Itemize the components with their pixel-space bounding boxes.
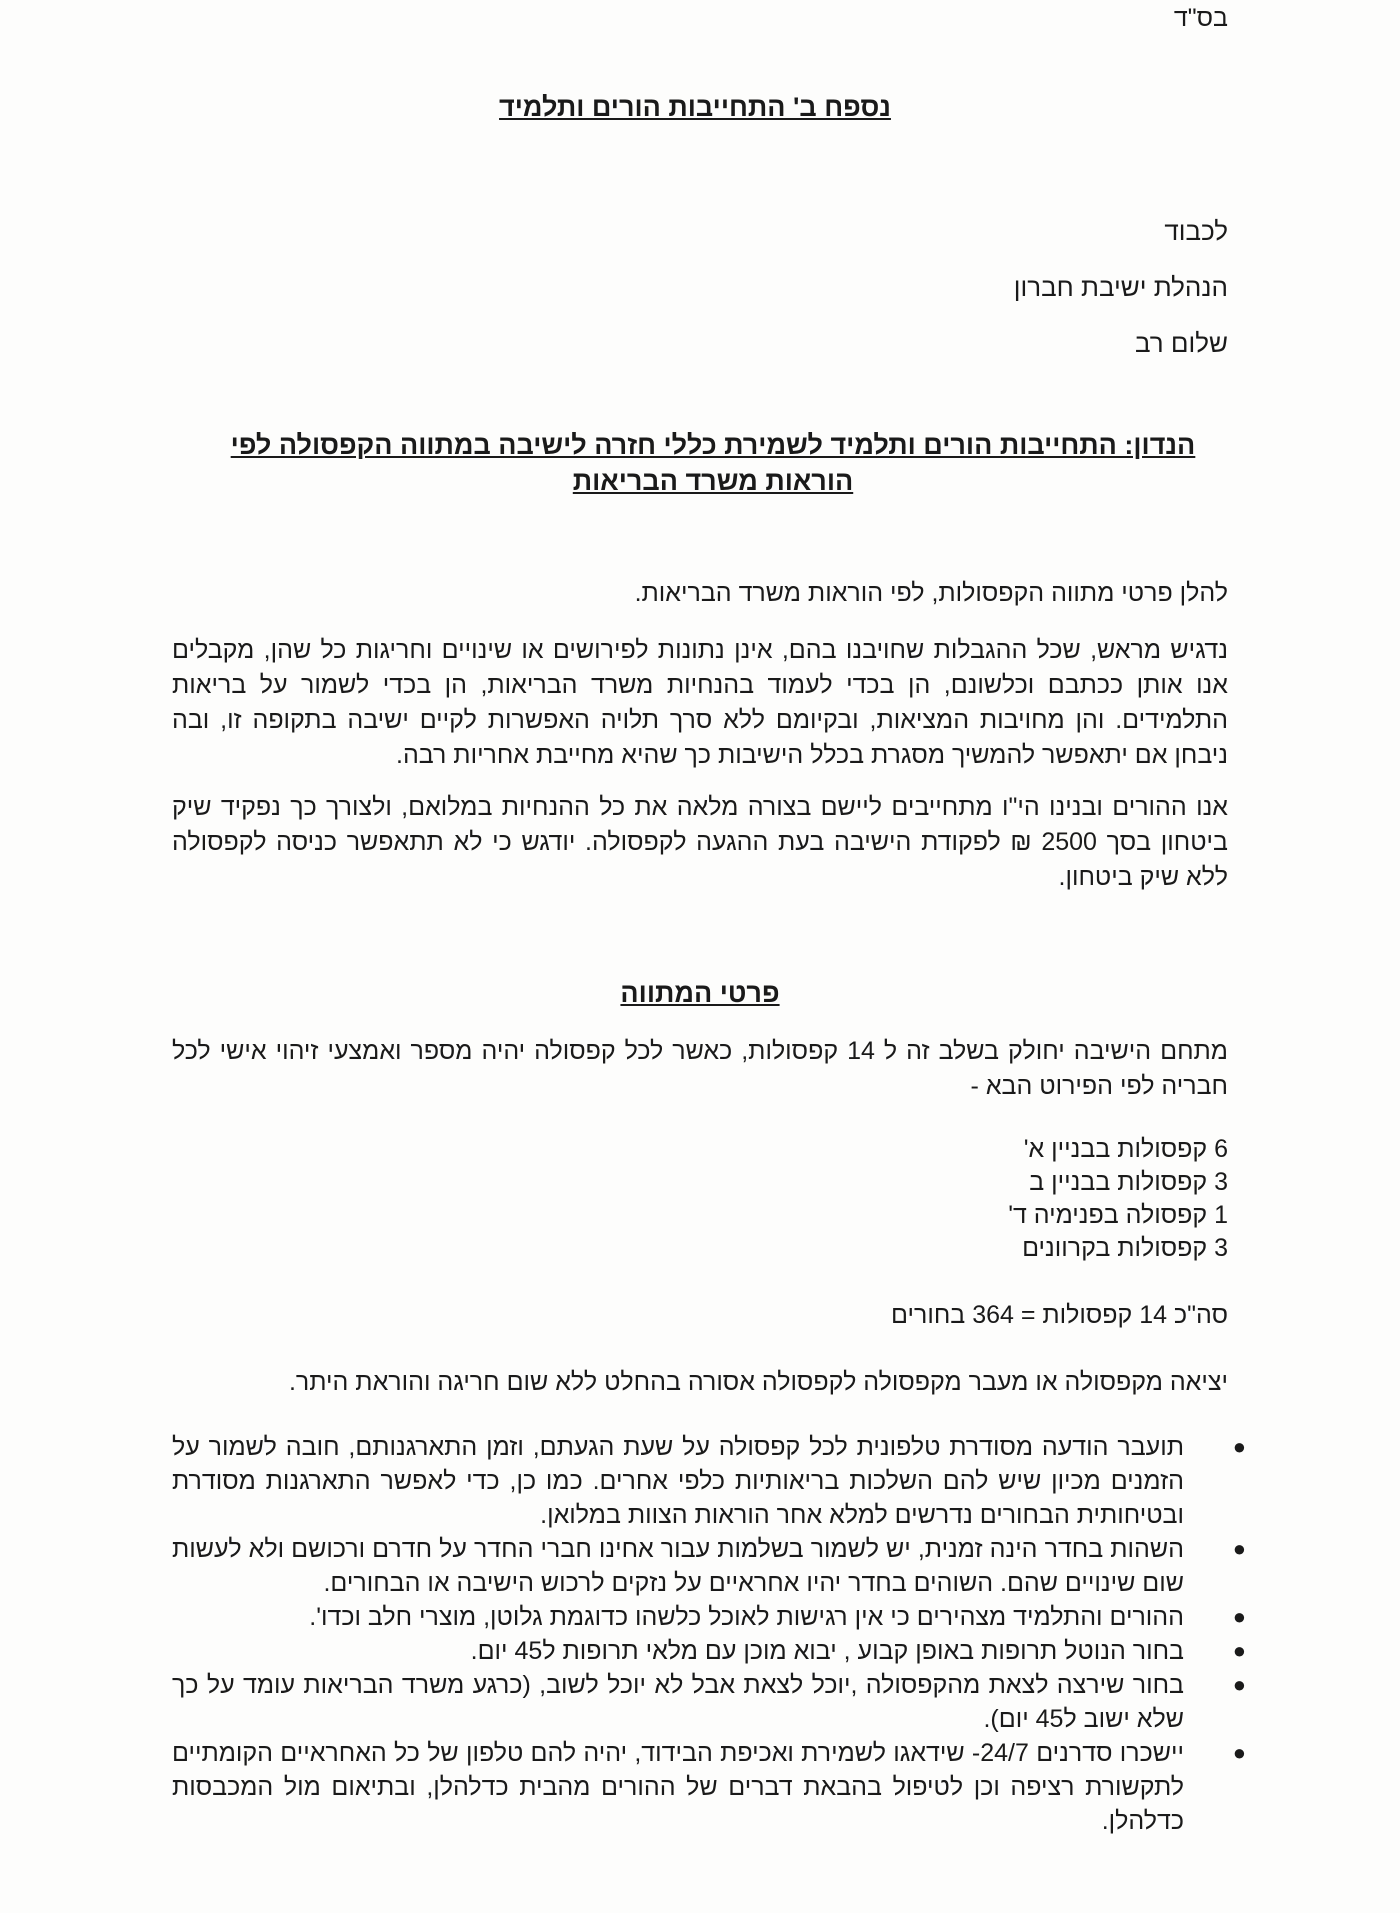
- subject-line: הנדון: התחייבות הורים ותלמיד לשמירת כללי חזרה לישיבה במתווה הקפסולה לפי הוראות משרד הבריאות: [230, 430, 1196, 496]
- bullet-text: יישכרו סדרנים 24/7- שידאגו לשמירת ואכיפת הבידוד, יהיה להם טלפון של כל האחראיים הקומתיים לתקשורת רציפה וכן לטיפול בהבאת דברים של ההורים מהבית כדלהלן, ובתיאום מול המכבסות כדלהלן.: [172, 1739, 1184, 1835]
- rules-bullet-list: [172, 1430, 1246, 1838]
- address-to: לכבוד: [1164, 216, 1228, 246]
- exit-rule: יציאה מקפסולה או מעבר מקפסולה לקפסולה אסורה בהחלט ללא שום חריגה והוראת היתר.: [288, 1368, 1228, 1396]
- bsd-header: בס"ד: [1173, 4, 1228, 32]
- bullet-text: בחור הנוטל תרופות באופן קבוע , יבוא מוכן עם מלאי תרופות ל45 יום.: [470, 1637, 1184, 1665]
- bullet-item: [172, 1532, 1246, 1600]
- bullet-item: [172, 1600, 1246, 1634]
- capsule-list: [1008, 1133, 1228, 1265]
- capsule-list-item: 3 קפסולות בקרוונים: [1022, 1234, 1228, 1262]
- bullet-text: ההורים והתלמיד מצהירים כי אין רגישות לאוכל כלשהו כדוגמת גלוטן, מוצרי חלב וכדו'.: [309, 1603, 1184, 1631]
- capsule-list-item: 6 קפסולות בבניין א': [1023, 1135, 1228, 1163]
- bullet-text: השהות בחדר הינה זמנית, יש לשמור בשלמות עבור אחינו חברי החדר על חדרם ורכושם ולא לעשות שום שינויים שהם. השוהים בחדר יהיו אחראיים על נזקים לרכוש הישיבה או הבחורים.: [172, 1535, 1184, 1597]
- address-greeting: שלום רב: [1134, 328, 1228, 358]
- paragraph-capsule-division: מתחם הישיבה יחולק בשלב זה ל 14 קפסולות, כאשר לכל קפסולה יהיה מספר ואמצעי זיהוי אישי לכל חבריה לפי הפירוט הבא -: [172, 1037, 1228, 1100]
- bullet-dot-icon: ●: [1232, 1638, 1246, 1663]
- bullet-dot-icon: ●: [1232, 1672, 1246, 1697]
- annex-title: נספח ב' התחייבות הורים ותלמיד: [499, 92, 891, 122]
- bullet-dot-icon: ●: [1232, 1740, 1246, 1765]
- bullet-dot-icon: ●: [1232, 1536, 1246, 1561]
- capsule-list-item: 3 קפסולות בבניין ב: [1029, 1168, 1228, 1196]
- bullet-item: [172, 1736, 1246, 1838]
- bullet-item: [172, 1668, 1246, 1736]
- capsule-list-item: 1 קפסולה בפנימיה ד': [1008, 1201, 1228, 1229]
- bullet-text: בחור שירצה לצאת מהקפסולה ,יוכל לצאת אבל לא יוכל לשוב, (כרגע משרד הבריאות עומד על כך שלא ישוב ל45 יום).: [172, 1671, 1184, 1733]
- capsule-total: סה"כ 14 קפסולות = 364 בחורים: [891, 1301, 1228, 1329]
- address-recipient: הנהלת ישיבת חברון: [1013, 272, 1228, 302]
- bullet-dot-icon: ●: [1232, 1434, 1246, 1459]
- bullet-item: [172, 1430, 1246, 1532]
- paragraph-commitment: אנו ההורים ובנינו הי"ו מתחייבים ליישם בצורה מלאה את כל ההנחיות במלואם, ולצורך כך נפקיד שיק ביטחון בסך 2500 ₪ לפקודת הישיבה בעת ההגעה לקפסולה. יודגש כי לא תתאפשר כניסה לקפסולה ללא שיק ביטחון.: [172, 793, 1228, 891]
- bullet-item: [172, 1634, 1246, 1668]
- intro-paragraph: להלן פרטי מתווה הקפסולות, לפי הוראות משרד הבריאות.: [634, 579, 1228, 607]
- paragraph-emphasis: נדגיש מראש, שכל ההגבלות שחויבנו בהם, אינן נתונות לפירושים או שינויים וחריגות כל שהן, מקבלים אנו אותן ככתבם וכלשונם, הן בכדי לעמוד בהנחיות משרד הבריאות, הן בכדי לשמור על בריאות התלמידים. והן מחויבות המציאות, ובקיומם ללא סרך תלויה האפשרות לקיים ישיבה בתקופה זו, ובה ניבחן אם יתאפשר להמשיך מסגרת בכלל הישיבות כך שהיא מחייבת אחריות רבה.: [172, 636, 1228, 769]
- address-block: [1014, 203, 1228, 371]
- section-title-outline: פרטי המתווה: [620, 978, 780, 1008]
- bullet-text: תועבר הודעה מסודרת טלפונית לכל קפסולה על שעת הגעתם, וזמן התארגנותם, חובה לשמור על הזמנים מכיון שיש להם השלכות בריאותיות כלפי אחרים. כמו כן, כדי לאפשר התארגנות מסודרת ובטיחותית הבחורים נדרשים למלא אחר הוראות הצוות במלואן.: [172, 1433, 1184, 1529]
- bullet-dot-icon: ●: [1232, 1604, 1246, 1629]
